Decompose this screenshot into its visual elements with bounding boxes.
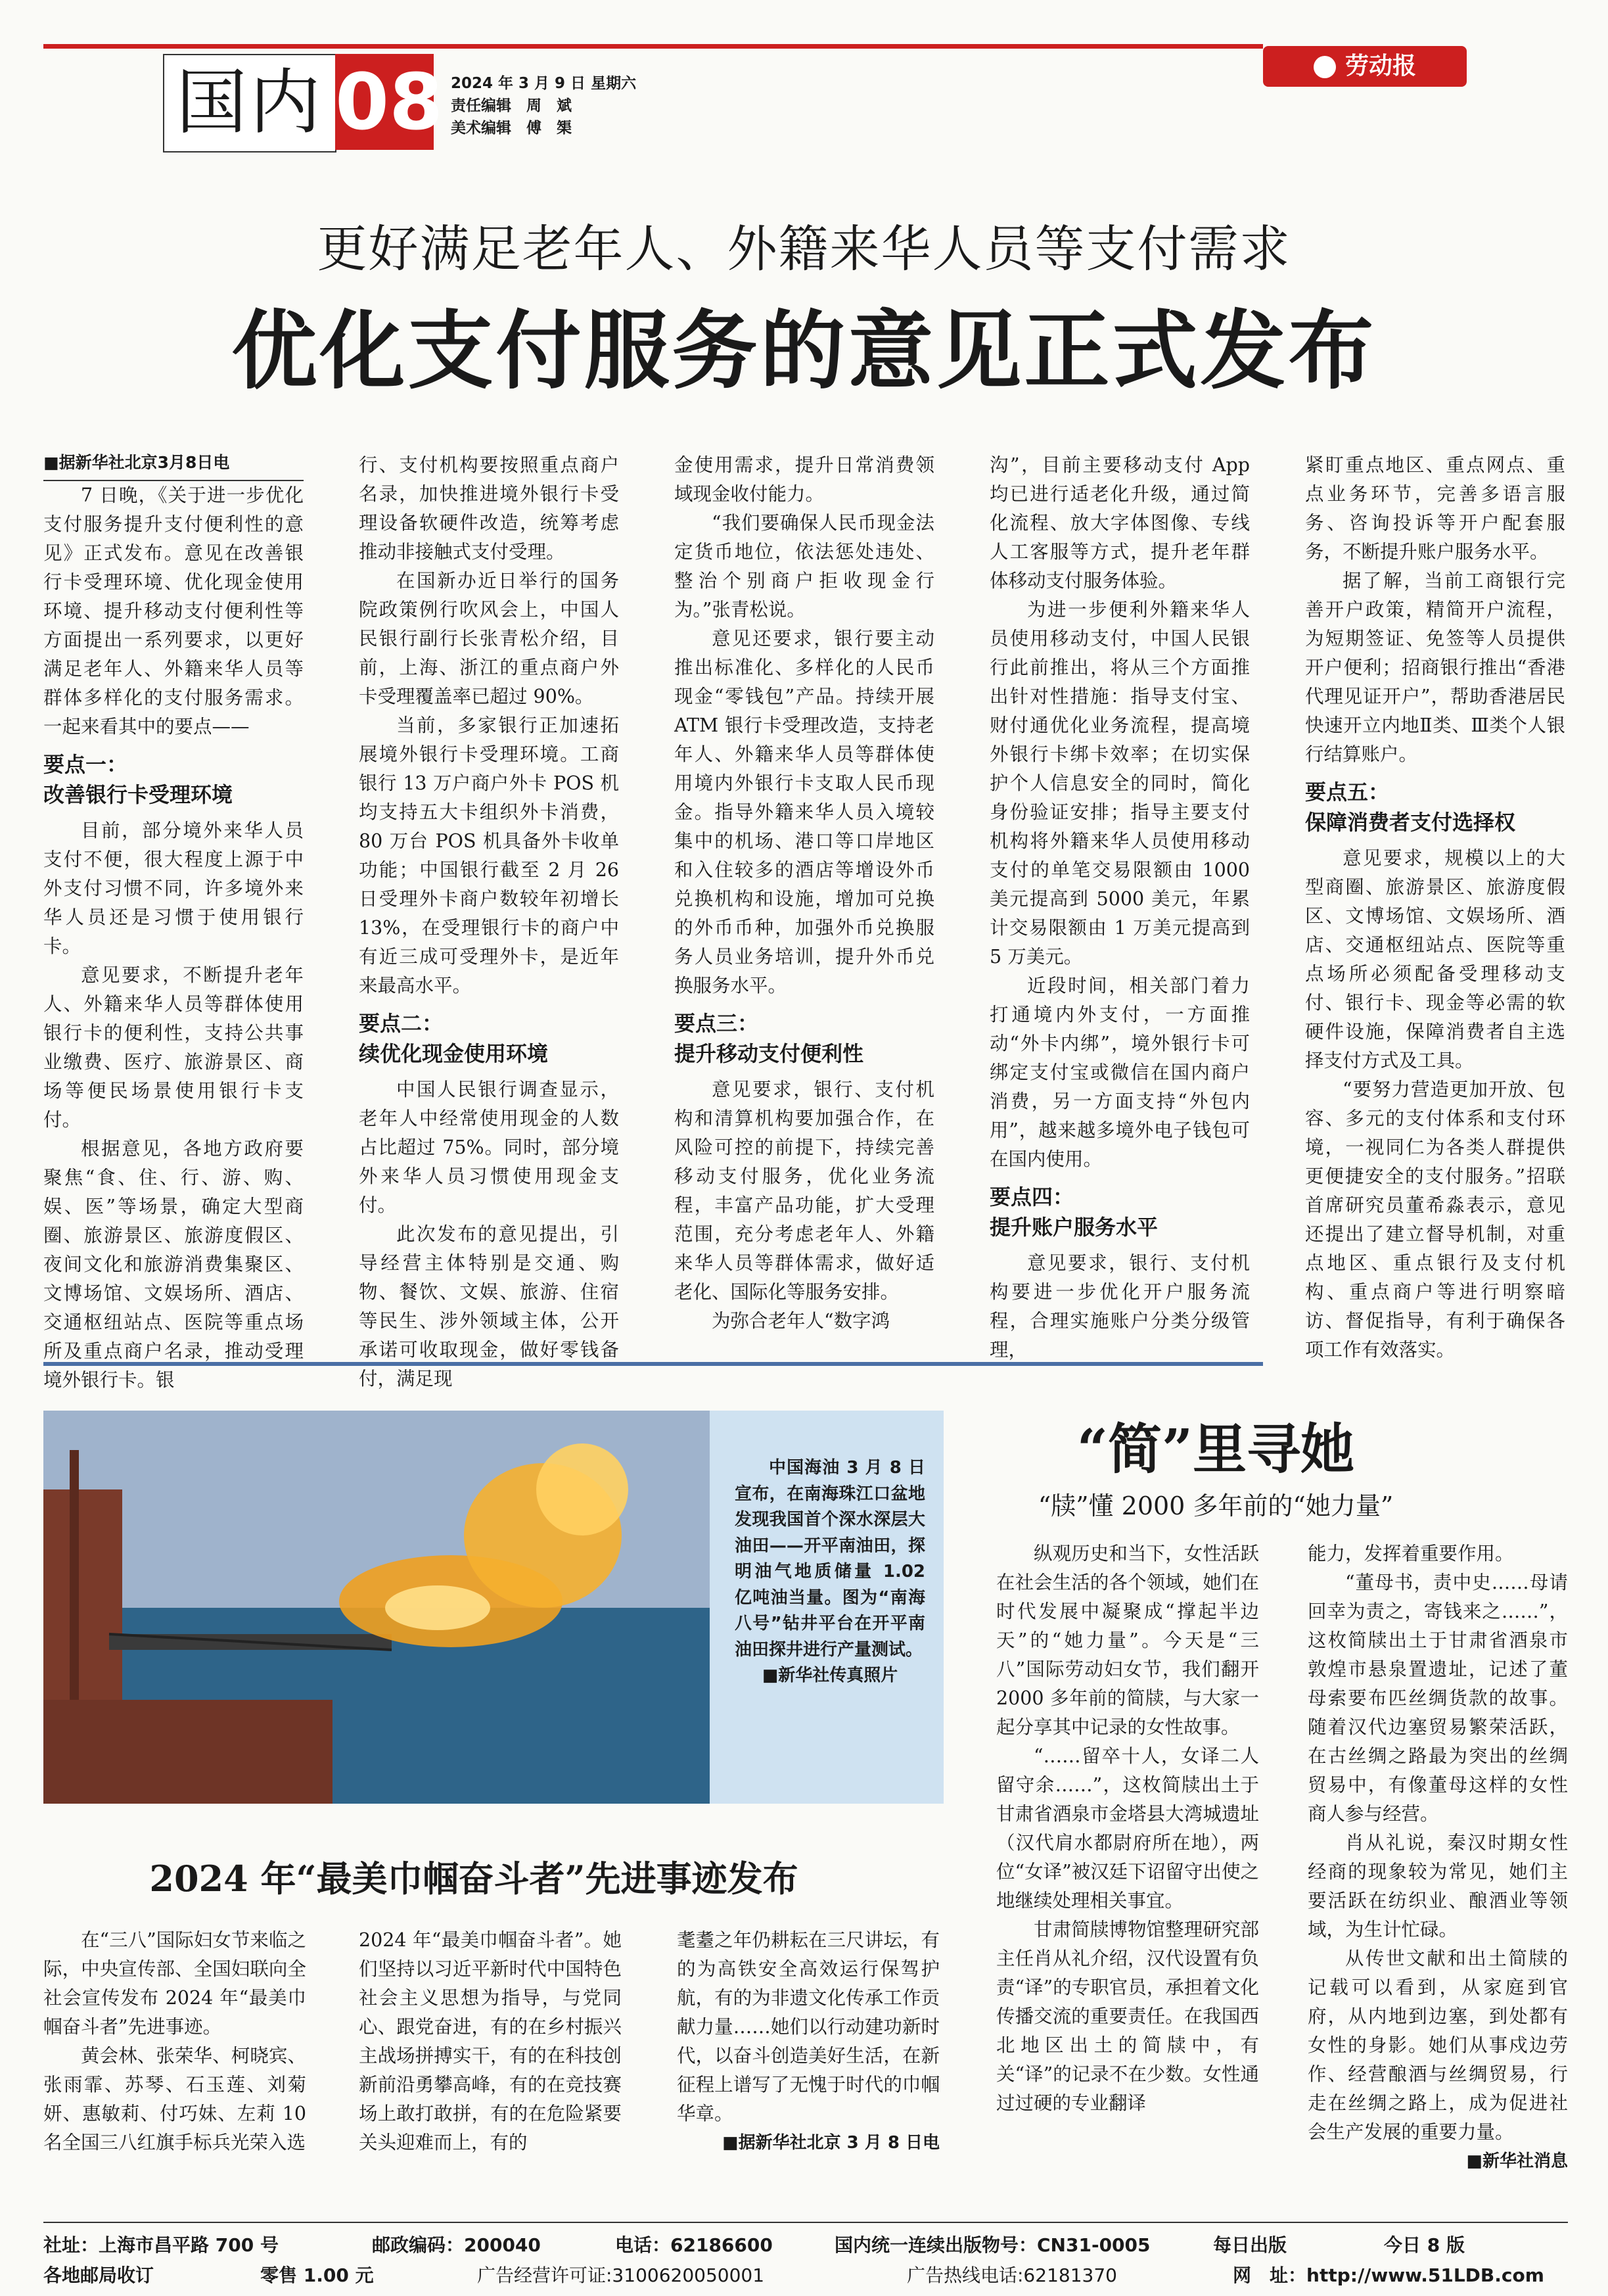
flare-illustration xyxy=(43,1411,710,1804)
website-url[interactable]: http://www.51LDB.com xyxy=(1306,2264,1544,2286)
news-column-2 xyxy=(359,1926,622,2157)
feature-subtitle: “牍”懂 2000 多年前的“她力量” xyxy=(1038,1491,1394,1520)
paragraph: “我们要确保人民币现金法定货币地位，依法惩处违处、整治个别商户拒收现金行为。”张青松说。 xyxy=(674,512,934,621)
paragraph: “要努力营造更加开放、包容、多元的支付体系和支付环境，一视同仁为各类人群提供更便捷安全的支付服务。”招联首席研究员董希淼表示，意见还提出了建立督导机制，对重点地区、重点银行及支付机构、重点商户等进行明察暗访、督促指导，有利于确保各项工作有效落实。 xyxy=(1305,1079,1565,1361)
paragraph: 2024 年“最美巾帼奋斗者”。她们坚持以习近平新时代中国特色社会主义思想为指导，与党同心、跟党奋进，有的在乡村振兴主战场拼搏实干，有的在科技创新前沿勇攀高峰，有的在竞技赛场上敢打敢拼，有的在危险紧要关头迎难而上，有的 xyxy=(359,1929,622,2153)
footer-phone: 电话：62186600 xyxy=(615,2234,773,2256)
article-column-1 xyxy=(43,448,304,1395)
paragraph: 目前，部分境外来华人员支付不便，很大程度上源于中外支付习惯不同，许多境外来华人员还是习惯于使用银行卡。 xyxy=(43,820,304,957)
caption-credit: ■新华社传真照片 xyxy=(762,1666,898,1685)
news-column-3 xyxy=(677,1926,940,2157)
article-column-2 xyxy=(359,451,619,1394)
paragraph: 意见要求，银行、支付机构和清算机构要加强合作，在风险可控的前提下，持续完善移动支付服务，优化业务流程，丰富产品功能，扩大受理范围，充分考虑老年人、外籍来华人员等群体需求，做好适老化、国际化等服务安排。 xyxy=(674,1079,934,1303)
footer-cn: 国内统一连续出版物号：CN31-0005 xyxy=(835,2234,1151,2256)
page-number: 08 xyxy=(335,54,434,150)
footer-pages: 今日 8 版 xyxy=(1384,2234,1465,2256)
paragraph: 耄耋之年仍耕耘在三尺讲坛，有的为高铁安全高效运行保驾护航，有的为非遗文化传承工作贡献力量……她们以行动建功新时代，以奋斗创造美好生活，在新征程上谱写了无愧于时代的巾帼华章。 xyxy=(677,1929,940,2124)
paragraph: 甘肃简牍博物馆整理研究部主任肖从礼介绍，汉代设置有负责“译”的专职官员，承担着文化传播交流的重要责任。在我国西北地区出土的简牍中，有关“译”的记录不在少数。女性通过过硬的专业翻译 xyxy=(996,1919,1259,2114)
paragraph: “……留卒十人，女译二人留守余……”，这枚简牍出土于甘肃省酒泉市金塔县大湾城遗址（汉代肩水都尉府所在地），两位“女译”被汉廷下诏留守出使之地继续处理相关事宜。 xyxy=(996,1745,1259,1911)
paragraph: 从传世文献和出土简牍的记载可以看到，从家庭到官府，从内地到边塞，到处都有女性的身影。她们从事戍边劳作、经营酿酒与丝绸贸易，行走在丝绸之路上，成为促进社会生产发展的重要力量。 xyxy=(1308,1948,1568,2143)
footer-address: 社址：上海市昌平路 700 号 xyxy=(43,2234,279,2256)
issue-date: 2024 年 3 月 9 日 星期六 xyxy=(451,75,637,92)
paragraph: “董母书，责中史……母请回幸为责之，寄钱来之……”，这枚简牍出土于甘肃省酒泉市敦煌市悬泉置遗址，记述了董母索要布匹丝绸货款的故事。随着汉代边塞贸易繁荣活跃，在古丝绸之路最为突出的丝绸贸易中，有像董母这样的女性商人参与经营。 xyxy=(1308,1572,1568,1825)
paragraph: 意见要求，不断提升老年人、外籍来华人员等群体使用银行卡的便利性，支持公共事业缴费、医疗、旅游景区、商场等便民场景使用银行卡支付。 xyxy=(43,964,304,1131)
news-column-1 xyxy=(43,1926,306,2157)
footer-website xyxy=(1233,2261,1544,2287)
feature-credit: ■新华社消息 xyxy=(1466,2151,1568,2171)
point-4-heading: 要点四： 提升账户服务水平 xyxy=(990,1184,1159,1240)
footer-ad-hotline: 广告热线电话:62181370 xyxy=(907,2264,1117,2286)
paragraph: 意见还要求，银行要主动推出标准化、多样化的人民币现金“零钱包”产品。持续开展 ATM 银行卡受理改造，支持老年人、外籍来华人员等群体使用境内外银行卡支取人民币现金。指导外籍来华人员入境较集中的机场、港口等口岸地区和入住较多的酒店等增设外币兑换机构和设施，增加可兑换的外币币种，加强外币兑换服务人员业务培训，提升外币兑换服务水平。 xyxy=(674,628,934,996)
feature-column-1 xyxy=(996,1539,1259,2118)
article-column-4 xyxy=(990,451,1250,1365)
section-divider xyxy=(43,1362,1263,1366)
article-column-5 xyxy=(1305,451,1565,1365)
paragraph: 意见要求，银行、支付机构要进一步优化开户服务流程，合理实施账户分类分级管理， xyxy=(990,1252,1250,1361)
photo-caption xyxy=(735,1455,925,1689)
dateline: ■据新华社北京3月8日电 xyxy=(43,448,304,481)
point-1-heading: 要点一： 改善银行卡受理环境 xyxy=(43,752,233,807)
paragraph: 为进一步便利外籍来华人员使用移动支付，中国人民银行此前推出，将从三个方面推出针对性措施：指导支付宝、财付通优化业务流程，提高境外银行卡绑卡效率；在切实保护个人信息安全的同时，简化身份验证安排；指导主要支付机构将外籍来华人员使用移动支付的单笔交易限额由 1000 美元提高到 5000 美元，年累计交易限额由 1 万美元提高到 5 万美元。 xyxy=(990,599,1250,968)
paragraph: 沟”，目前主要移动支付 App 均已进行适老化升级，通过简化流程、放大字体图像、专线人工客服等方式，提升老年群体移动支付服务体验。 xyxy=(990,454,1250,592)
news-credit: ■据新华社北京 3 月 8 日电 xyxy=(722,2133,940,2153)
footer-ad-license: 广告经营许可证:3100620050001 xyxy=(477,2264,765,2286)
paragraph: 金使用需求，提升日常消费领域现金收付能力。 xyxy=(674,454,934,505)
paragraph: 黄会林、张荣华、柯晓宾、张雨霏、苏琴、石玉莲、刘菊妍、惠敏莉、付巧妹、左莉 10 名全国三八红旗手标兵光荣入选 xyxy=(43,2045,306,2153)
paragraph: 纵观历史和当下，女性活跃在社会生活的各个领域，她们在时代发展中凝聚成“撑起半边天”的“她力量”。今天是“三八”国际劳动妇女节，我们翻开 2000 多年前的简牍，与大家一起分享其中记录的女性故事。 xyxy=(996,1543,1259,1738)
article-column-3 xyxy=(674,451,934,1336)
website-label: 网 址： xyxy=(1233,2264,1307,2286)
art-editor: 美术编辑 傅 榘 xyxy=(451,120,572,137)
paragraph: 意见要求，规模以上的大型商圈、旅游景区、旅游度假区、文博场馆、文娱场所、酒店、交通枢纽站点、医院等重点场所必须配备受理移动支付、银行卡、现金等必需的软硬件设施，保障消费者自主选择支付方式及工具。 xyxy=(1305,847,1565,1071)
paragraph: 在“三八”国际妇女节来临之际，中央宣传部、全国妇联向全社会宣传发布 2024 年“最美巾帼奋斗者”先进事迹。 xyxy=(43,1929,306,2038)
article-headline: 优化支付服务的意见正式发布 xyxy=(231,300,1377,401)
footer-subscribe: 各地邮局收订 xyxy=(43,2264,154,2286)
newspaper-logo xyxy=(1263,46,1467,87)
section-label: 国内 xyxy=(163,54,336,152)
feature-title: “简”里寻她 xyxy=(1076,1418,1355,1481)
paragraph: 在国新办近日举行的国务院政策例行吹风会上，中国人民银行副行长张青松介绍，目前，上海、浙江的重点商户外卡受理覆盖率已超过 90%。 xyxy=(359,570,619,707)
footer-postcode: 邮政编码：200040 xyxy=(372,2234,541,2256)
point-3-heading: 要点三： 提升移动支付便利性 xyxy=(674,1011,864,1066)
paragraph: 为弥合老年人“数字鸿 xyxy=(712,1310,890,1332)
article-subhead: 更好满足老年人、外籍来华人员等支付需求 xyxy=(317,220,1291,278)
caption-text: 中国海油 3 月 8 日宣布，在南海珠江口盆地发现我国首个深水深层大油田——开平南油田，探明油气地质储量 1.02 亿吨油当量。图为“南海八号”钻井平台在开平南油田探井进行产量测试。 xyxy=(735,1458,925,1660)
feature-column-2 xyxy=(1308,1539,1568,2176)
paragraph: 中国人民银行调查显示，老年人中经常使用现金的人数占比超过 75%。同时，部分境外来华人员习惯使用现金支付。 xyxy=(359,1079,619,1216)
logo-text: 劳动报 xyxy=(1344,53,1416,80)
paragraph: 紧盯重点地区、重点网点、重点业务环节，完善多语言服务、咨询投诉等开户配套服务，不断提升账户服务水平。 xyxy=(1305,454,1565,563)
footer-rule xyxy=(43,2222,1568,2223)
footer-daily: 每日出版 xyxy=(1213,2234,1287,2256)
top-rule xyxy=(43,44,1263,49)
paragraph: 行、支付机构要按照重点商户名录，加快推进境外银行卡受理设备软硬件改造，统筹考虑推动非接触式支付受理。 xyxy=(359,454,619,563)
editor: 责任编辑 周 斌 xyxy=(451,97,572,114)
paragraph: 根据意见，各地方政府要聚焦“食、住、行、游、购、娱、医”等场景，确定大型商圈、旅游景区、旅游度假区、夜间文化和旅游消费集聚区、文博场馆、文娱场所、酒店、交通枢纽站点、医院等重点场所及重点商户名录，推动受理境外银行卡。银 xyxy=(43,1138,304,1391)
paragraph: 当前，多家银行正加速拓展境外银行卡受理环境。工商银行 13 万户商户外卡 POS 机均支持五大卡组织外卡消费，80 万台 POS 机具备外卡收单功能；中国银行截至 2 月 26 日受理外卡商户数较年初增长 13%，在受理银行卡的商户中有近三成可受理外卡，是近年来最高水平。 xyxy=(359,715,619,996)
page-meta xyxy=(451,72,636,139)
logo-icon xyxy=(1314,56,1336,78)
point-5-heading: 要点五： 保障消费者支付选择权 xyxy=(1305,780,1516,835)
paragraph: 7 日晚，《关于进一步优化支付服务提升支付便利性的意见》正式发布。意见在改善银行卡受理环境、优化现金使用环境、提升移动支付便利性等方面提出一系列要求，以更好满足老年人、外籍来华人员等群体多样化的支付服务需求。一起来看其中的要点—— xyxy=(43,484,304,738)
point-2-heading: 要点二： 续优化现金使用环境 xyxy=(359,1011,549,1066)
paragraph: 肖从礼说，秦汉时期女性经商的现象较为常见，她们主要活跃在纺织业、酿酒业等领域，为生计忙碌。 xyxy=(1308,1832,1568,1940)
paragraph: 近段时间，相关部门着力打通境内外支付，一方面推动“外卡内绑”，境外银行卡可绑定支付宝或微信在国内商户消费，另一方面支持“外包内用”，越来越多境外电子钱包可在国内使用。 xyxy=(990,975,1250,1170)
paragraph: 此次发布的意见提出，引导经营主体特别是交通、购物、餐饮、文娱、旅游、住宿等民生、涉外领域主体，公开承诺可收取现金，做好零钱备付，满足现 xyxy=(359,1223,619,1390)
oil-platform-photo xyxy=(43,1411,710,1804)
news-headline: 2024 年“最美巾帼奋斗者”先进事迹发布 xyxy=(149,1858,798,1900)
paragraph: 能力，发挥着重要作用。 xyxy=(1308,1543,1514,1564)
footer-price: 零售 1.00 元 xyxy=(260,2264,374,2286)
paragraph: 据了解，当前工商银行完善开户政策，精简开户流程，为短期签证、免签等人员提供开户便利；招商银行推出“香港代理见证开户”，帮助香港居民快速开立内地Ⅱ类、Ⅲ类个人银行结算账户。 xyxy=(1305,570,1565,765)
